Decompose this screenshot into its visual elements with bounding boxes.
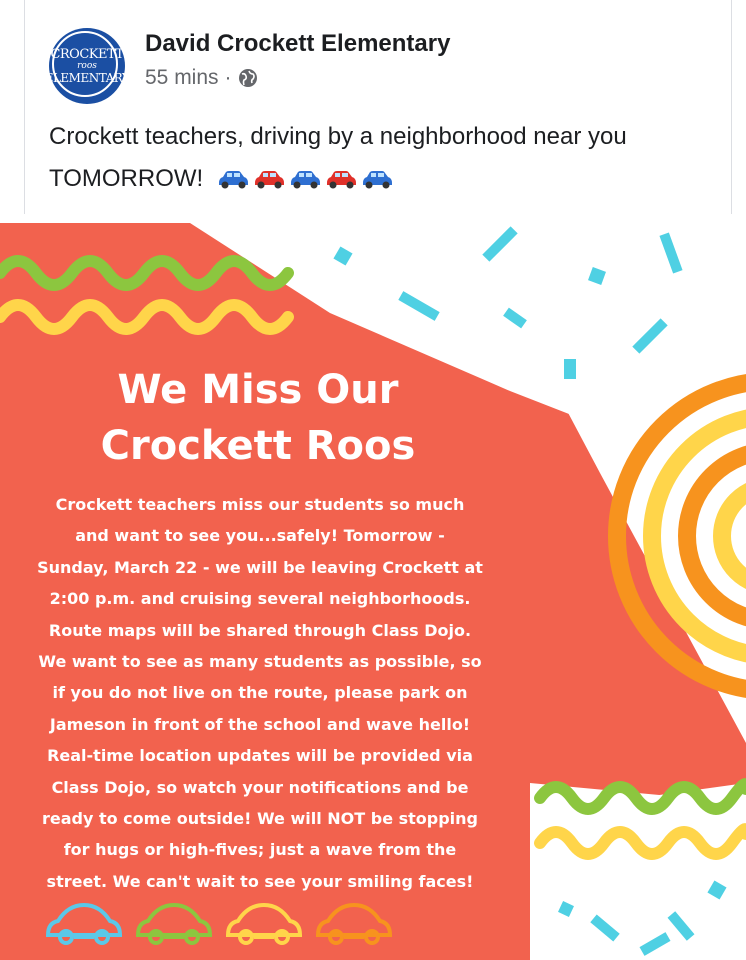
flyer-title-line1: We Miss Our	[117, 367, 399, 413]
flyer-body-line: We want to see as many students as possible, so	[38, 652, 482, 672]
flyer-body-line: Crockett teachers miss our students so much	[55, 495, 465, 514]
blue-car-icon	[288, 168, 322, 190]
post-text	[49, 116, 709, 200]
red-car-icon	[252, 168, 286, 190]
post-timestamp[interactable]: 55 mins	[145, 66, 219, 89]
red-car-icon	[324, 168, 358, 190]
flyer-body-line: street. We can't wait to see your smiling faces!	[46, 871, 474, 891]
flyer-body-line: Jameson in front of the school and wave hello!	[49, 714, 471, 734]
flyer-image[interactable]	[0, 223, 746, 960]
flyer-body-line: Route maps will be shared through Class Dojo.	[48, 620, 472, 640]
flyer-body-line: for hugs or high-fives; just a wave from the	[63, 840, 457, 860]
avatar-logo-line3: ELEMENTARY	[44, 71, 130, 85]
flyer-body	[10, 489, 510, 897]
flyer-body-line: ready to come outside! We will NOT be stopping	[41, 809, 479, 829]
avatar-logo-line2: roos	[77, 61, 97, 71]
flyer-title-line2: Crockett Roos	[100, 423, 416, 469]
avatar-logo-line1: CROCKETT	[50, 47, 124, 62]
flyer-body-line: if you do not live on the route, please park on	[52, 683, 468, 703]
flyer-body-line: and want to see you...safely! Tomorrow -	[75, 526, 445, 546]
post-card	[24, 0, 732, 214]
car-emojis	[216, 168, 394, 190]
page-name-link[interactable]: David Crockett Elementary	[145, 30, 451, 57]
meta-separator: ·	[224, 66, 232, 89]
blue-car-icon	[216, 168, 250, 190]
page-avatar[interactable]	[44, 28, 130, 104]
flyer-body-line: Class Dojo, so watch your notifications and be	[51, 777, 469, 797]
post-message: Crockett teachers, driving by a neighborhood near you TOMORROW!	[49, 123, 627, 192]
avatar-logo	[44, 28, 130, 104]
globe-icon[interactable]	[238, 68, 258, 88]
flyer-body-line: 2:00 p.m. and cruising several neighborhoods.	[49, 589, 471, 609]
post-meta	[145, 66, 258, 90]
flyer-body-line: Real-time location updates will be provided via	[47, 746, 473, 766]
flyer-body-line: Sunday, March 22 - we will be leaving Crockett at	[37, 557, 483, 577]
blue-car-icon	[360, 168, 394, 190]
